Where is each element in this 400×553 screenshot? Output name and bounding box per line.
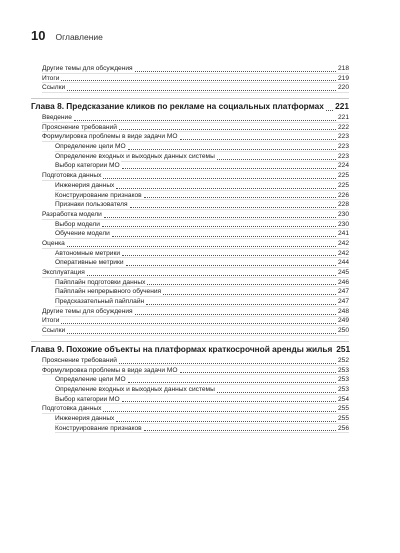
leader-dots [146, 304, 336, 305]
toc-entry-page: 228 [337, 201, 349, 209]
toc-entry[interactable] [31, 123, 349, 133]
toc-entry[interactable] [31, 385, 349, 395]
toc-entry-page: 255 [337, 405, 349, 413]
toc-entry-title: Разработка модели [42, 210, 102, 218]
leader-dots [119, 363, 336, 364]
toc-entry-page: 252 [337, 356, 349, 364]
leader-dots [122, 401, 336, 402]
toc-entry-page: 223 [337, 143, 349, 151]
toc-group-chapter-8 [31, 113, 349, 336]
leader-dots [116, 421, 336, 422]
toc-entry-page: 225 [337, 181, 349, 189]
leader-dots [122, 255, 336, 256]
toc-entry[interactable] [31, 375, 349, 385]
toc-entry-page: 224 [337, 162, 349, 170]
leader-dots [67, 90, 336, 91]
leader-dots [135, 71, 336, 72]
toc-entry[interactable] [31, 317, 349, 327]
toc-entry[interactable] [31, 200, 349, 210]
toc-entry[interactable] [31, 83, 349, 93]
chapter-page: 251 [336, 343, 351, 354]
toc-entry-page: 221 [337, 114, 349, 122]
toc-entry-page: 253 [337, 385, 349, 393]
toc-entry[interactable] [31, 113, 349, 123]
toc-entry-page: 219 [337, 74, 349, 82]
toc-entry-page: 225 [337, 172, 349, 180]
leader-dots [116, 188, 336, 189]
table-of-contents [31, 64, 349, 433]
chapter-title: Глава 9. Похожие объекты на платформах краткосрочной аренды жилья [31, 343, 333, 354]
toc-entry[interactable] [31, 287, 349, 297]
toc-entry-title: Выбор категории МО [55, 395, 120, 403]
leader-dots [163, 294, 336, 295]
leader-dots [103, 178, 336, 179]
leader-dots [67, 333, 336, 334]
leader-dots [67, 246, 336, 247]
toc-entry-title: Введение [42, 114, 72, 122]
toc-entry[interactable] [31, 132, 349, 142]
leader-dots [180, 139, 336, 140]
leader-dots [102, 226, 336, 227]
toc-entry-title: Оценка [42, 239, 65, 247]
toc-entry-page: 253 [337, 366, 349, 374]
leader-dots [87, 275, 336, 276]
leader-dots [217, 392, 336, 393]
toc-entry[interactable] [31, 191, 349, 201]
running-title: Оглавление [55, 32, 103, 42]
toc-entry[interactable] [31, 404, 349, 414]
toc-entry-page: 222 [337, 123, 349, 131]
leader-dots [180, 372, 336, 373]
toc-chapter-8[interactable] [31, 99, 349, 113]
toc-entry-page: 242 [337, 249, 349, 257]
toc-group-chapter-9 [31, 356, 349, 434]
toc-chapter-9[interactable] [31, 342, 349, 356]
toc-entry-title: Определение цели МО [55, 143, 126, 151]
toc-entry[interactable] [31, 210, 349, 220]
leader-dots [112, 236, 336, 237]
toc-entry-title: Другие темы для обсуждения [42, 307, 133, 315]
toc-entry[interactable] [31, 326, 349, 336]
toc-entry[interactable] [31, 414, 349, 424]
toc-entry-title: Подготовка данных [42, 172, 102, 180]
leader-dots [74, 120, 336, 121]
leader-dots [144, 430, 336, 431]
toc-entry-title: Инженерия данных [55, 414, 115, 422]
toc-entry-title: Оперативные метрики [55, 259, 124, 267]
toc-entry-page: 255 [337, 414, 349, 422]
toc-entry-page: 223 [337, 152, 349, 160]
toc-entry[interactable] [31, 181, 349, 191]
chapter-title: Глава 8. Предсказание кликов по рекламе на социальных платформах [31, 101, 324, 112]
toc-entry-title: Конструирование признаков [55, 424, 142, 432]
toc-entry-page: 226 [337, 191, 349, 199]
toc-entry-title: Итоги [42, 317, 60, 325]
toc-entry[interactable] [31, 142, 349, 152]
leader-dots [135, 314, 336, 315]
toc-entry-page: 256 [337, 424, 349, 432]
toc-entry-title: Ссылки [42, 84, 66, 92]
toc-entry-title: Автономные метрики [55, 249, 121, 257]
leader-dots [122, 168, 336, 169]
leader-dots [128, 382, 336, 383]
leader-dots [147, 284, 336, 285]
leader-dots [217, 159, 336, 160]
toc-entry-title: Формулировка проблемы в виде задачи МО [42, 133, 178, 141]
toc-entry-page: 246 [337, 278, 349, 286]
toc-entry-title: Инженерия данных [55, 181, 115, 189]
leader-dots [61, 323, 336, 324]
leader-dots [119, 129, 336, 130]
toc-entry-title: Итоги [42, 74, 60, 82]
toc-entry-title: Другие темы для обсуждения [42, 64, 133, 72]
leader-dots [128, 149, 336, 150]
toc-entry-title: Определение входных и выходных данных системы [55, 385, 215, 393]
toc-entry-page: 242 [337, 239, 349, 247]
toc-entry-title: Конструирование признаков [55, 191, 142, 199]
toc-entry-page: 220 [337, 84, 349, 92]
toc-entry-page: 230 [337, 210, 349, 218]
toc-entry-title: Определение цели МО [55, 376, 126, 384]
leader-dots [61, 80, 336, 81]
toc-entry[interactable] [31, 278, 349, 288]
leader-dots [144, 197, 336, 198]
toc-entry-title: Предсказательный пайплайн [55, 298, 145, 306]
toc-entry-title: Эксплуатация [42, 269, 85, 277]
toc-entry-title: Определение входных и выходных данных системы [55, 152, 215, 160]
toc-entry-title: Пайплайн непрерывного обучения [55, 288, 162, 296]
toc-entry-page: 223 [337, 133, 349, 141]
toc-entry[interactable] [31, 307, 349, 317]
toc-entry-title: Выбор модели [55, 220, 100, 228]
toc-entry[interactable] [31, 249, 349, 259]
toc-entry[interactable] [31, 171, 349, 181]
toc-entry[interactable] [31, 424, 349, 434]
toc-entry[interactable] [31, 268, 349, 278]
toc-entry[interactable] [31, 229, 349, 239]
toc-entry-page: 241 [337, 230, 349, 238]
toc-entry-page: 247 [337, 288, 349, 296]
toc-entry-page: 249 [337, 317, 349, 325]
chapter-page: 221 [335, 101, 349, 112]
toc-entry-title: Выбор категории МО [55, 162, 120, 170]
toc-entry-page: 253 [337, 376, 349, 384]
toc-entry-title: Формулировка проблемы в виде задачи МО [42, 366, 178, 374]
page-number: 10 [31, 28, 46, 43]
leader-dots [130, 207, 336, 208]
toc-entry-title: Прояснение требований [42, 356, 117, 364]
toc-entry[interactable] [31, 239, 349, 249]
toc-entry-title: Обучение модели [55, 230, 110, 238]
toc-entry-title: Признаки пользователя [55, 201, 128, 209]
toc-entry-page: 248 [337, 307, 349, 315]
toc-entry-page: 230 [337, 220, 349, 228]
toc-entry-title: Пайплайн подготовки данных [55, 278, 146, 286]
toc-entry[interactable] [31, 74, 349, 84]
toc-entry[interactable] [31, 220, 349, 230]
toc-entry[interactable] [31, 152, 349, 162]
toc-entry[interactable] [31, 366, 349, 376]
toc-entry-page: 218 [337, 64, 349, 72]
toc-entry[interactable] [31, 64, 349, 74]
toc-entry-title: Прояснение требований [42, 123, 117, 131]
leader-dots [104, 217, 336, 218]
toc-entry[interactable] [31, 395, 349, 405]
toc-entry-title: Ссылки [42, 327, 66, 335]
toc-entry-title: Подготовка данных [42, 405, 102, 413]
toc-entry[interactable] [31, 356, 349, 366]
leader-dots [326, 110, 333, 111]
toc-entry[interactable] [31, 258, 349, 268]
toc-entry-page: 245 [337, 269, 349, 277]
toc-entry-page: 247 [337, 298, 349, 306]
page-header [31, 28, 103, 43]
toc-entry[interactable] [31, 162, 349, 172]
leader-dots [103, 411, 336, 412]
toc-entry-page: 254 [337, 395, 349, 403]
toc-entry-page: 250 [337, 327, 349, 335]
toc-entry[interactable] [31, 297, 349, 307]
toc-group-previous [31, 64, 349, 93]
leader-dots [126, 265, 336, 266]
toc-entry-page: 244 [337, 259, 349, 267]
